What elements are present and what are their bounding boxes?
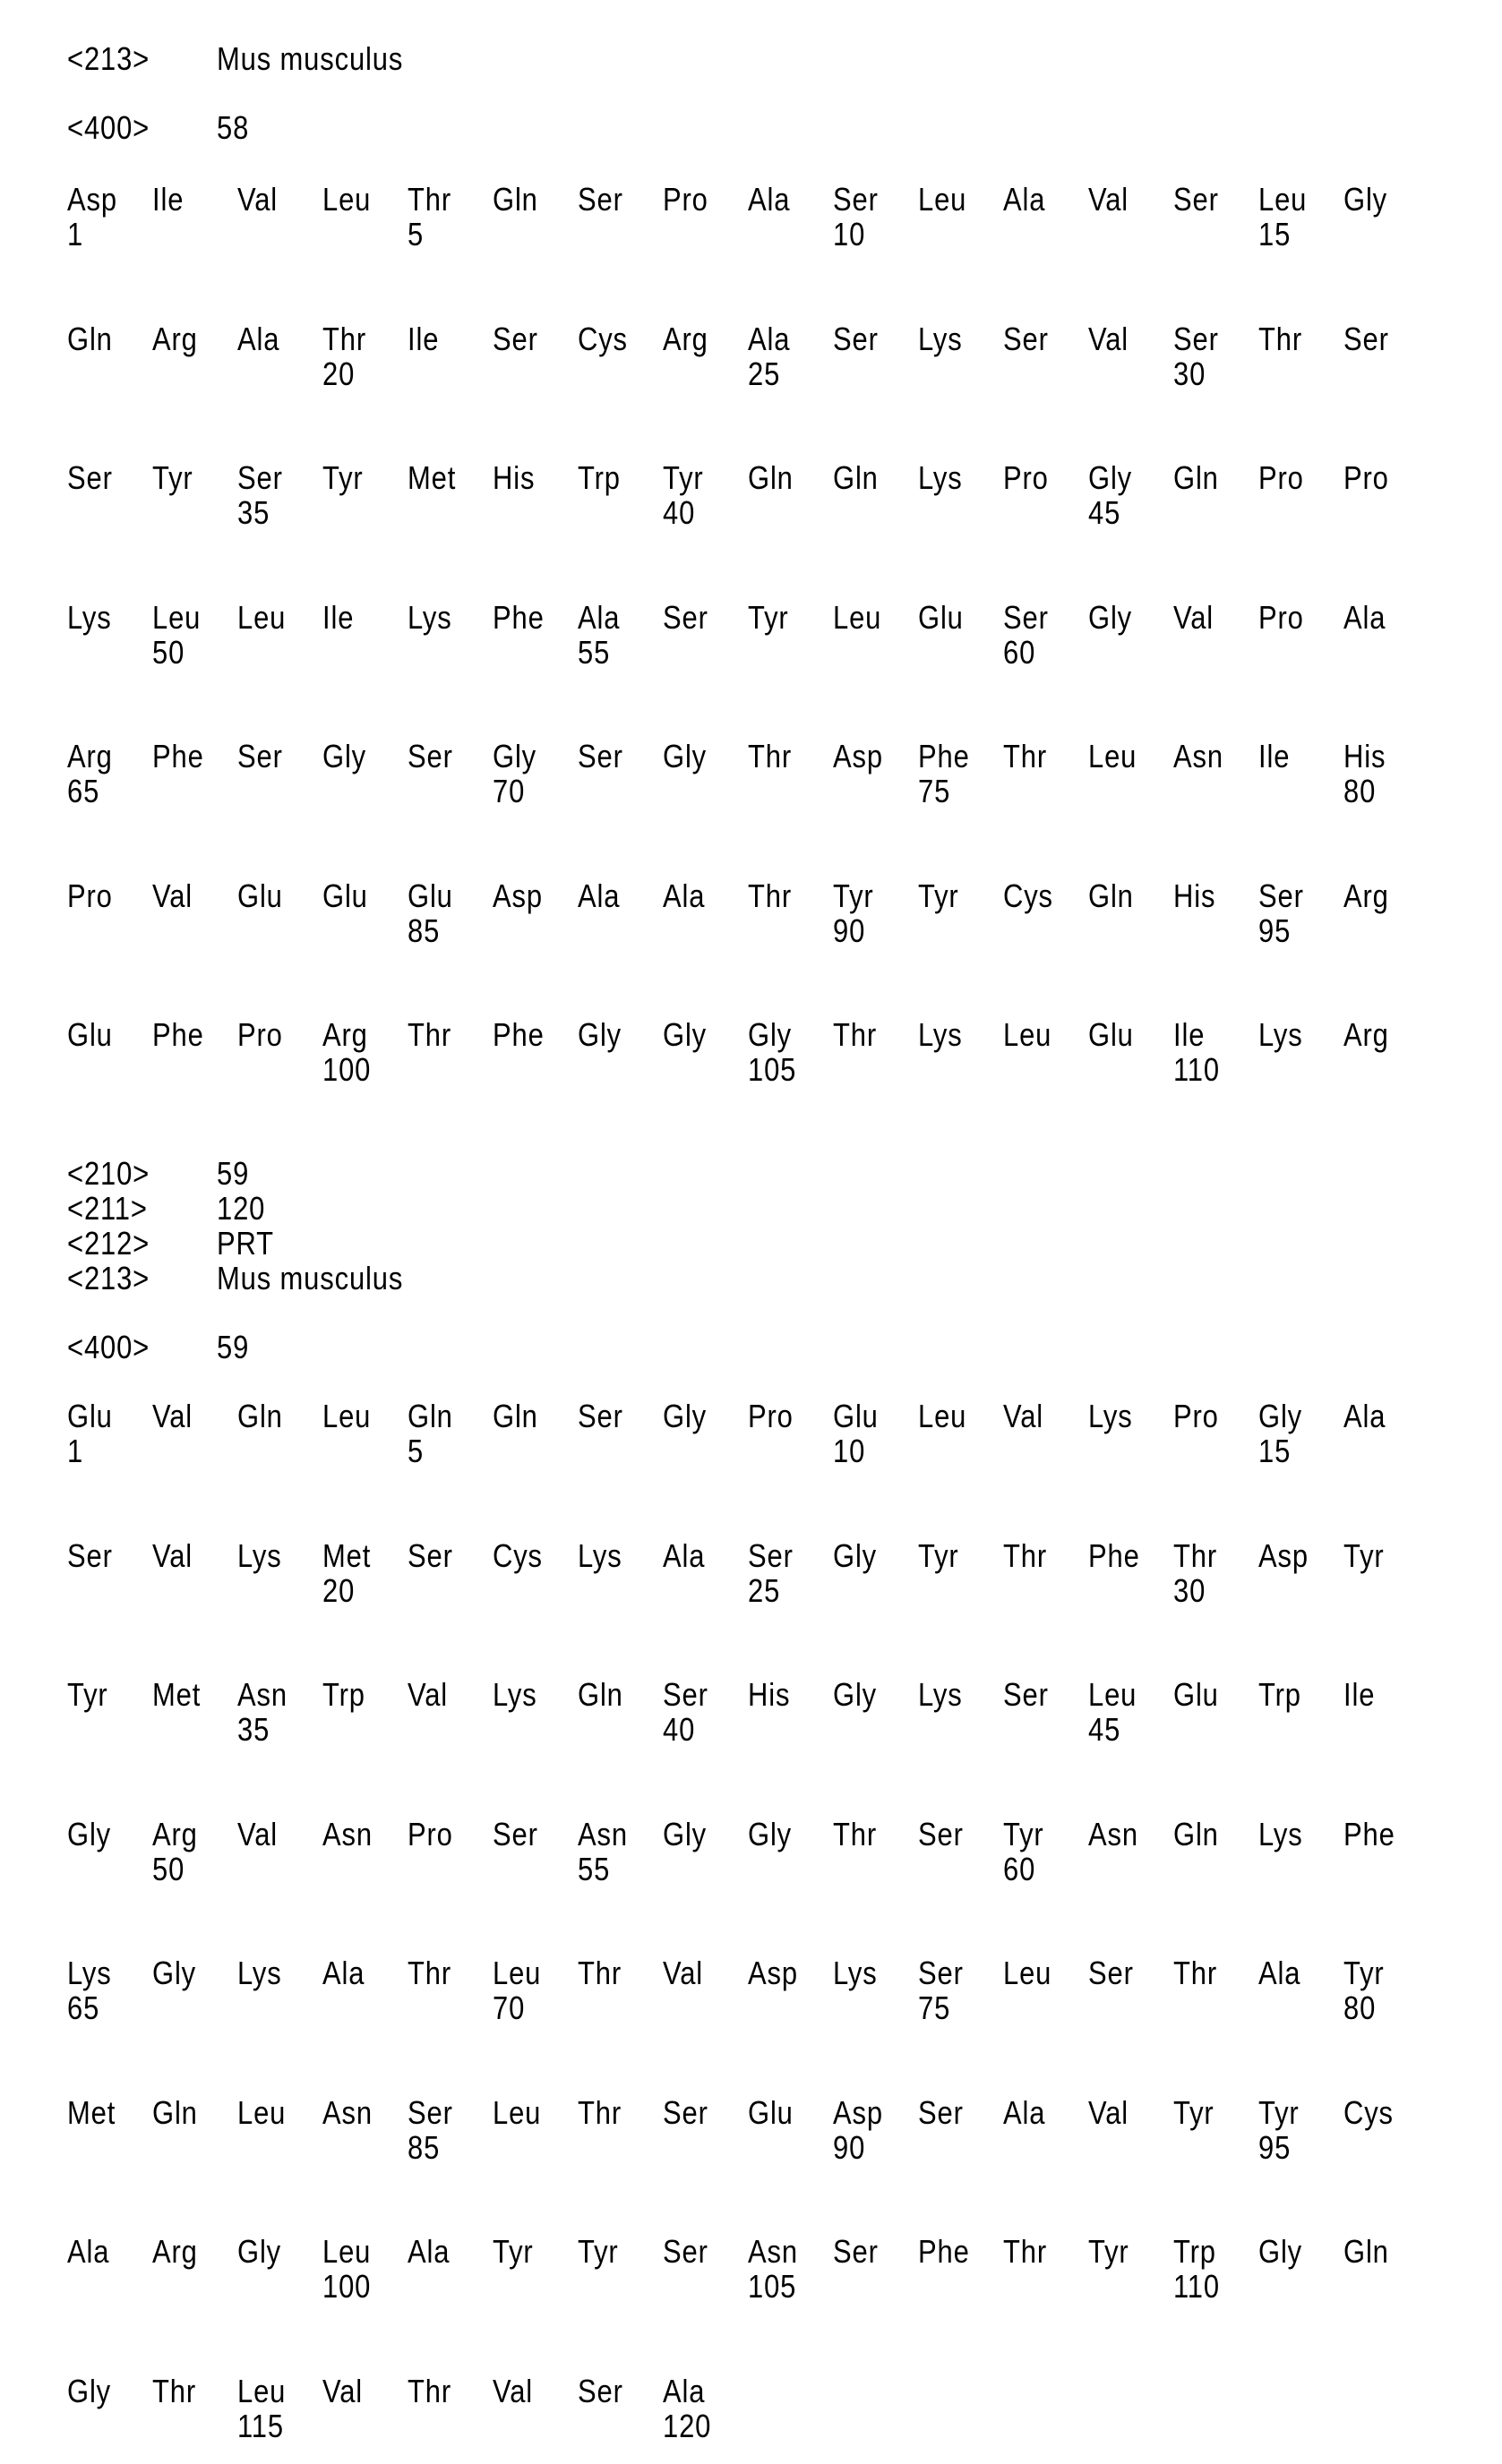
residue-position-number: 30: [1173, 1571, 1206, 1609]
residue-position-number: 60: [1003, 1850, 1036, 1887]
residue: Arg: [1343, 877, 1389, 914]
residue-position-number: 115: [237, 2407, 284, 2444]
residue: Gly: [1258, 1398, 1303, 1434]
residue-position-number: 45: [1088, 494, 1121, 531]
residue: Lys: [493, 1676, 537, 1713]
residue: Ala: [578, 877, 621, 914]
residue: Ile: [408, 320, 440, 357]
residue: Ser: [408, 1536, 453, 1574]
residue: Tyr: [663, 459, 704, 496]
residue-position-number: 75: [918, 773, 951, 809]
residue: Ser: [748, 1536, 794, 1574]
residue: Lys: [918, 1676, 963, 1713]
residue: Ala: [663, 2372, 706, 2409]
residue-position-number: 95: [1258, 2128, 1292, 2166]
residue: Gly: [237, 2233, 282, 2270]
residue: Leu: [1258, 181, 1308, 218]
residue: Ala: [322, 1955, 365, 1991]
header-value: PRT: [217, 1225, 274, 1262]
header-value: Mus musculus: [217, 40, 404, 77]
residue: His: [748, 1676, 791, 1713]
residue: Pro: [1258, 598, 1304, 636]
residue: Val: [237, 181, 279, 218]
residue: Tyr: [1173, 2093, 1214, 2131]
residue: Ala: [663, 1536, 706, 1574]
residue: Asn: [322, 1815, 373, 1852]
residue-position-number: 1: [67, 216, 84, 252]
residue-position-number: 80: [1343, 773, 1377, 809]
residue: Gly: [1088, 598, 1133, 636]
residue: Glu: [748, 2093, 794, 2131]
residue: Ala: [1003, 181, 1046, 218]
residue: Ser: [237, 738, 283, 774]
residue: Gln: [1173, 459, 1219, 496]
residue: Thr: [578, 2093, 622, 2131]
residue: Ser: [67, 459, 113, 496]
residue: Pro: [748, 1398, 794, 1434]
residue: Gln: [67, 320, 113, 357]
residue: Leu: [493, 1955, 542, 1991]
residue-position-number: 55: [578, 1850, 611, 1887]
residue: Thr: [1173, 1536, 1218, 1574]
residue: Ala: [663, 877, 706, 914]
header-tag: <212>: [67, 1225, 150, 1262]
residue-position-number: 50: [152, 1850, 185, 1887]
residue: Gln: [408, 1398, 453, 1434]
residue-position-number: 5: [408, 1433, 425, 1469]
residue: Thr: [408, 2372, 452, 2409]
residue: Thr: [748, 877, 793, 914]
residue: Asn: [237, 1676, 288, 1713]
residue: Glu: [67, 1016, 113, 1053]
residue: Ala: [748, 320, 791, 357]
residue: Ala: [408, 2233, 451, 2270]
residue: Val: [1088, 181, 1129, 218]
residue-position-number: 55: [578, 633, 611, 671]
residue: Gly: [833, 1536, 878, 1574]
residue-position-number: 25: [748, 355, 781, 392]
residue: Gly: [833, 1676, 878, 1713]
residue: Thr: [1258, 320, 1303, 357]
residue-position-number: 1: [67, 1433, 84, 1469]
residue: Gln: [152, 2093, 198, 2131]
residue: Thr: [322, 320, 367, 357]
residue: Glu: [1173, 1676, 1219, 1713]
residue: Ser: [663, 2093, 708, 2131]
residue-position-number: 120: [663, 2407, 712, 2444]
residue: Tyr: [67, 1676, 108, 1713]
residue: Thr: [408, 1016, 452, 1053]
residue-position-number: 40: [663, 494, 696, 531]
sequence-tag: <400>: [67, 1329, 150, 1365]
residue: Arg: [1343, 1016, 1389, 1053]
residue-position-number: 60: [1003, 633, 1036, 671]
residue: Gly: [663, 1398, 708, 1434]
residue: Tyr: [1088, 2233, 1129, 2270]
residue: Tyr: [918, 877, 959, 914]
residue-position-number: 85: [408, 2128, 441, 2166]
residue: Ser: [493, 1815, 538, 1852]
header-tag: <211>: [67, 1190, 148, 1227]
residue: Thr: [1003, 2233, 1048, 2270]
residue: Ser: [1343, 320, 1389, 357]
residue: Val: [1088, 2093, 1129, 2131]
residue: Thr: [748, 738, 793, 774]
residue: Val: [493, 2372, 534, 2409]
residue: Tyr: [578, 2233, 619, 2270]
residue: Cys: [1343, 2093, 1394, 2131]
residue: Leu: [493, 2093, 542, 2131]
residue: Lys: [67, 598, 112, 636]
residue: Asn: [1088, 1815, 1138, 1852]
residue: Ser: [578, 1398, 623, 1434]
residue: Leu: [1003, 1016, 1052, 1053]
residue: Trp: [322, 1676, 365, 1713]
residue: Pro: [1343, 459, 1389, 496]
residue: Leu: [833, 598, 882, 636]
residue: Glu: [67, 1398, 113, 1434]
residue: Val: [663, 1955, 704, 1991]
residue: Val: [322, 2372, 364, 2409]
residue: Leu: [1088, 1676, 1137, 1713]
header-tag: <213>: [67, 1260, 150, 1296]
residue: Tyr: [322, 459, 364, 496]
residue: His: [1173, 877, 1216, 914]
residue: Phe: [918, 2233, 970, 2270]
residue: Lys: [1258, 1815, 1303, 1852]
residue: Ser: [1003, 320, 1049, 357]
residue: Thr: [578, 1955, 622, 1991]
residue: Met: [67, 2093, 116, 2131]
residue: Tyr: [1343, 1536, 1385, 1574]
residue: Ser: [1258, 877, 1304, 914]
header-value: Mus musculus: [217, 1260, 404, 1296]
residue: Tyr: [1003, 1815, 1044, 1852]
header-value: 59: [217, 1155, 250, 1192]
residue: Pro: [237, 1016, 283, 1053]
residue: Ser: [1003, 598, 1049, 636]
residue-position-number: 10: [833, 216, 866, 252]
residue: Asp: [833, 738, 883, 774]
residue: Asp: [833, 2093, 883, 2131]
residue: Ser: [408, 2093, 453, 2131]
residue: Lys: [1088, 1398, 1133, 1434]
residue-position-number: 15: [1258, 216, 1292, 252]
residue: Ser: [833, 2233, 879, 2270]
residue: Gly: [322, 738, 367, 774]
residue: Tyr: [1258, 2093, 1300, 2131]
residue: Asp: [748, 1955, 798, 1991]
header-value: 120: [217, 1190, 266, 1227]
residue: Ser: [408, 738, 453, 774]
residue: Ala: [67, 2233, 110, 2270]
residue: Tyr: [152, 459, 193, 496]
residue: Ser: [833, 181, 879, 218]
residue: Ile: [1343, 1676, 1376, 1713]
residue: Ala: [1343, 598, 1386, 636]
header-tag: <213>: [67, 40, 150, 77]
residue: Lys: [918, 1016, 963, 1053]
residue: Thr: [152, 2372, 197, 2409]
residue: Gly: [748, 1815, 793, 1852]
residue: Tyr: [918, 1536, 959, 1574]
residue: Phe: [152, 738, 204, 774]
residue: Leu: [1088, 738, 1137, 774]
residue: Lys: [578, 1536, 622, 1574]
residue: Glu: [1088, 1016, 1134, 1053]
residue: Arg: [67, 738, 113, 774]
residue: Cys: [493, 1536, 543, 1574]
residue: Ala: [748, 181, 791, 218]
residue: Gly: [663, 1815, 708, 1852]
residue: Ile: [152, 181, 185, 218]
residue: Arg: [663, 320, 708, 357]
residue: Val: [152, 1398, 193, 1434]
residue: Val: [1088, 320, 1129, 357]
residue-position-number: 40: [663, 1711, 696, 1748]
residue: Leu: [918, 1398, 967, 1434]
residue: Ser: [918, 1955, 964, 1991]
residue: Pro: [663, 181, 708, 218]
residue: Ser: [578, 181, 623, 218]
residue: Phe: [493, 598, 545, 636]
residue: Leu: [918, 181, 967, 218]
residue: Gly: [748, 1016, 793, 1053]
residue: Ser: [663, 598, 708, 636]
residue: Phe: [152, 1016, 204, 1053]
residue: Ser: [1003, 1676, 1049, 1713]
residue-position-number: 10: [833, 1433, 866, 1469]
residue: Val: [1173, 598, 1214, 636]
residue-position-number: 105: [748, 2268, 797, 2305]
residue-position-number: 70: [493, 1989, 526, 2026]
residue: Lys: [237, 1955, 282, 1991]
residue: Thr: [833, 1016, 878, 1053]
residue: Asn: [748, 2233, 798, 2270]
residue: Ala: [578, 598, 621, 636]
sequence-tag: <400>: [67, 109, 150, 146]
residue: Gln: [493, 1398, 538, 1434]
residue: Arg: [152, 1815, 198, 1852]
residue: Leu: [237, 2093, 287, 2131]
residue: Glu: [408, 877, 453, 914]
residue: Gln: [748, 459, 794, 496]
residue-position-number: 110: [1173, 1051, 1220, 1088]
residue: Glu: [237, 877, 283, 914]
residue: Gly: [1258, 2233, 1303, 2270]
residue-position-number: 70: [493, 773, 526, 809]
residue-position-number: 30: [1173, 355, 1206, 392]
residue: Gly: [663, 738, 708, 774]
residue: Ser: [918, 1815, 964, 1852]
residue: Gln: [1088, 877, 1134, 914]
residue: Gln: [493, 181, 538, 218]
residue: Tyr: [748, 598, 789, 636]
residue: His: [493, 459, 536, 496]
residue-position-number: 65: [67, 773, 100, 809]
header-tag: <210>: [67, 1155, 150, 1192]
residue: Gln: [578, 1676, 623, 1713]
residue: Ile: [322, 598, 355, 636]
residue: Lys: [1258, 1016, 1303, 1053]
residue: Asn: [1173, 738, 1223, 774]
residue: Gly: [1343, 181, 1388, 218]
residue: Glu: [322, 877, 368, 914]
residue: Gln: [1173, 1815, 1219, 1852]
residue: Ser: [237, 459, 283, 496]
residue: Val: [1003, 1398, 1044, 1434]
residue-position-number: 85: [408, 911, 441, 949]
residue-position-number: 15: [1258, 1433, 1292, 1469]
residue: Gly: [663, 1016, 708, 1053]
residue: Val: [237, 1815, 279, 1852]
residue: Met: [408, 459, 457, 496]
residue: Trp: [1258, 1676, 1301, 1713]
residue: Thr: [1003, 1536, 1048, 1574]
residue: Trp: [1173, 2233, 1216, 2270]
residue: Leu: [1003, 1955, 1052, 1991]
residue: Gln: [833, 459, 879, 496]
residue-position-number: 90: [833, 911, 866, 949]
residue: Ala: [1343, 1398, 1386, 1434]
residue: Thr: [1003, 738, 1048, 774]
residue: Ser: [663, 2233, 708, 2270]
residue: Ser: [493, 320, 538, 357]
residue-position-number: 90: [833, 2128, 866, 2166]
residue: Gly: [67, 1815, 112, 1852]
residue: Leu: [322, 2233, 372, 2270]
residue: Phe: [1343, 1815, 1395, 1852]
residue: His: [1343, 738, 1386, 774]
residue: Thr: [408, 1955, 452, 1991]
residue: Pro: [1258, 459, 1304, 496]
residue: Glu: [918, 598, 964, 636]
residue: Ala: [237, 320, 280, 357]
residue: Phe: [1088, 1536, 1140, 1574]
sequence-id: 59: [217, 1329, 250, 1365]
residue-position-number: 35: [237, 1711, 270, 1748]
residue: Ser: [578, 738, 623, 774]
residue: Gly: [493, 738, 537, 774]
residue: Gln: [1343, 2233, 1389, 2270]
residue: Asp: [493, 877, 543, 914]
residue-position-number: 100: [322, 2268, 372, 2305]
residue-position-number: 25: [748, 1571, 781, 1609]
residue: Tyr: [833, 877, 874, 914]
residue: Phe: [918, 738, 970, 774]
residue-position-number: 35: [237, 494, 270, 531]
residue-position-number: 80: [1343, 1989, 1377, 2026]
residue: Leu: [237, 2372, 287, 2409]
residue: Tyr: [1343, 1955, 1385, 1991]
residue: Gly: [152, 1955, 197, 1991]
residue-position-number: 65: [67, 1989, 100, 2026]
residue: Ser: [918, 2093, 964, 2131]
residue: Lys: [918, 459, 963, 496]
residue-position-number: 50: [152, 633, 185, 671]
residue: Gly: [67, 2372, 112, 2409]
residue: Thr: [833, 1815, 878, 1852]
residue: Leu: [322, 181, 372, 218]
residue: Ser: [1173, 181, 1219, 218]
residue: Ile: [1173, 1016, 1206, 1053]
residue: Arg: [322, 1016, 368, 1053]
residue: Cys: [578, 320, 628, 357]
residue: Ser: [663, 1676, 708, 1713]
residue-position-number: 100: [322, 1051, 372, 1088]
residue-position-number: 20: [322, 355, 356, 392]
residue: Pro: [408, 1815, 453, 1852]
residue: Asn: [578, 1815, 628, 1852]
residue: Ser: [833, 320, 879, 357]
residue: Gln: [237, 1398, 283, 1434]
residue-position-number: 5: [408, 216, 425, 252]
residue: Pro: [67, 877, 113, 914]
residue: Lys: [67, 1955, 112, 1991]
residue: Glu: [833, 1398, 879, 1434]
residue: Gly: [578, 1016, 622, 1053]
residue: Lys: [408, 598, 452, 636]
residue: Leu: [237, 598, 287, 636]
residue: Arg: [152, 320, 198, 357]
residue: Ser: [1173, 320, 1219, 357]
residue: Tyr: [493, 2233, 534, 2270]
residue: Met: [322, 1536, 372, 1574]
residue: Val: [408, 1676, 449, 1713]
residue: Asp: [1258, 1536, 1309, 1574]
residue-position-number: 95: [1258, 911, 1292, 949]
residue: Pro: [1003, 459, 1049, 496]
residue: Thr: [408, 181, 452, 218]
residue: Phe: [493, 1016, 545, 1053]
residue: Thr: [1173, 1955, 1218, 1991]
residue: Ser: [1088, 1955, 1134, 1991]
residue: Pro: [1173, 1398, 1219, 1434]
residue: Lys: [833, 1955, 878, 1991]
residue: Trp: [578, 459, 621, 496]
residue-position-number: 20: [322, 1571, 356, 1609]
residue: Arg: [152, 2233, 198, 2270]
residue: Leu: [152, 598, 202, 636]
residue: Lys: [237, 1536, 282, 1574]
residue-position-number: 105: [748, 1051, 797, 1088]
residue: Met: [152, 1676, 202, 1713]
residue: Gly: [1088, 459, 1133, 496]
residue: Ala: [1258, 1955, 1301, 1991]
residue-position-number: 45: [1088, 1711, 1121, 1748]
residue-position-number: 110: [1173, 2268, 1220, 2305]
residue: Ile: [1258, 738, 1291, 774]
residue: Ser: [578, 2372, 623, 2409]
residue: Leu: [322, 1398, 372, 1434]
residue: Val: [152, 1536, 193, 1574]
residue: Ser: [67, 1536, 113, 1574]
residue: Ala: [1003, 2093, 1046, 2131]
residue: Asp: [67, 181, 117, 218]
residue: Cys: [1003, 877, 1053, 914]
sequence-id: 58: [217, 109, 250, 146]
residue-position-number: 75: [918, 1989, 951, 2026]
residue: Asn: [322, 2093, 373, 2131]
residue: Lys: [918, 320, 963, 357]
residue: Val: [152, 877, 193, 914]
